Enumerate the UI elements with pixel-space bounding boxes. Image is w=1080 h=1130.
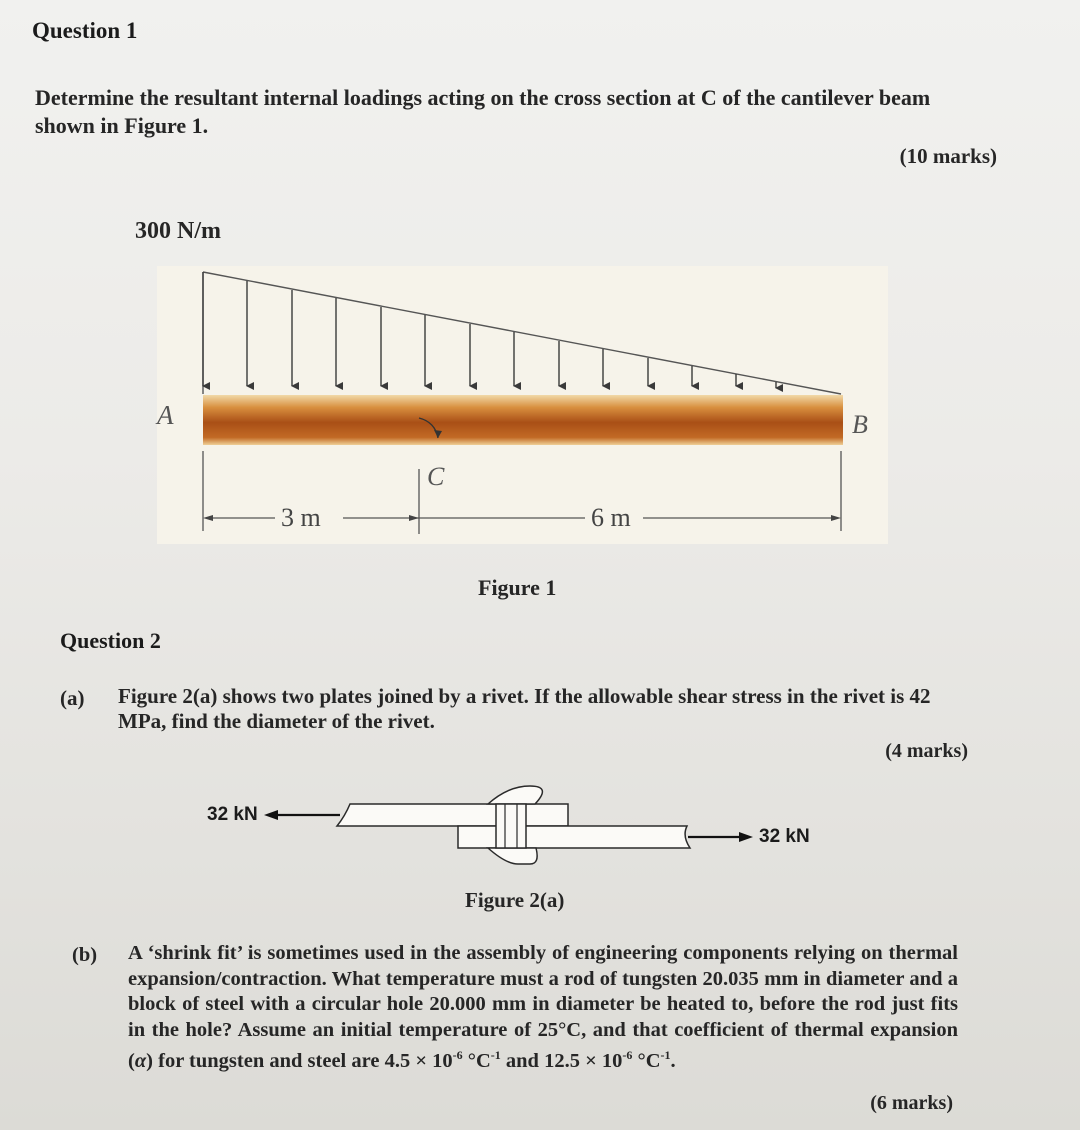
question-2b-text-part-2: ) for tungsten and steel are 4.5 × 10 — [146, 1049, 453, 1072]
unit-1: °C — [462, 1049, 491, 1072]
rivet-shank — [496, 804, 526, 848]
right-force-label: 32 kN — [759, 826, 810, 847]
figure-1-caption: Figure 1 — [478, 575, 557, 600]
question-2-heading: Question 2 — [60, 628, 161, 653]
question-2a-text: Figure 2(a) shows two plates joined by a rivet. If the allowable shear stress in the rivet is 42 MPa, find the diameter of the rivet. — [118, 684, 931, 733]
exponent-1: -6 — [452, 1048, 463, 1062]
question-2a-label: (a) — [60, 686, 85, 710]
exponent-2: -6 — [622, 1048, 633, 1062]
question-2b-end: . — [670, 1049, 676, 1072]
question-2b-marks: (6 marks) — [870, 1092, 953, 1114]
question-1-marks: (10 marks) — [899, 144, 997, 168]
riveted-plates-diagram — [200, 780, 840, 880]
question-2b-label: (b) — [72, 944, 98, 966]
question-2b-text-part-3: and 12.5 × 10 — [500, 1049, 623, 1072]
load-envelope-line — [203, 272, 841, 394]
beam — [203, 395, 843, 445]
left-force-label: 32 kN — [207, 804, 258, 825]
dimension-3m-label: 3 m — [281, 503, 321, 532]
load-arrows — [203, 272, 776, 388]
figure-2a-caption: Figure 2(a) — [465, 888, 565, 912]
figure-1 — [157, 266, 888, 544]
question-1-text: Determine the resultant internal loadings acting on the cross section at C of the cantilever beam shown in Figure 1. — [35, 85, 931, 138]
dimension-6m-label: 6 m — [591, 503, 631, 532]
section-c-label: C — [427, 462, 445, 491]
question-2b-text — [128, 941, 958, 1074]
beam-end-b-label: B — [852, 410, 868, 439]
beam-end-a-label: A — [157, 400, 174, 430]
question-1-heading: Question 1 — [32, 18, 138, 43]
unit-2: °C — [632, 1049, 661, 1072]
rivet-head-bottom — [488, 848, 537, 864]
alpha-symbol: α — [134, 1049, 147, 1072]
lower-plate — [458, 826, 690, 848]
figure-2a — [200, 780, 840, 880]
unit-exponent-2: -1 — [660, 1048, 671, 1062]
question-2b-text-part-1: A ‘shrink fit’ is sometimes used in the assembly of engineering components relying on thermal expansion/contraction. What temperature must a rod of tungsten 20.035 mm in diameter and a block of steel with a circular hole 20.000 mm in diameter be heated to, before the rod just fits in the hole? Assume an initial temperature of 25°C, and that coefficient of thermal expansion ( — [128, 942, 958, 1072]
unit-exponent-1: -1 — [490, 1048, 501, 1062]
upper-plate — [337, 804, 568, 826]
distributed-load-label: 300 N/m — [135, 218, 221, 244]
rivet-head-top — [488, 786, 542, 804]
cantilever-beam-diagram — [157, 266, 888, 544]
question-2a-marks: (4 marks) — [885, 740, 968, 762]
